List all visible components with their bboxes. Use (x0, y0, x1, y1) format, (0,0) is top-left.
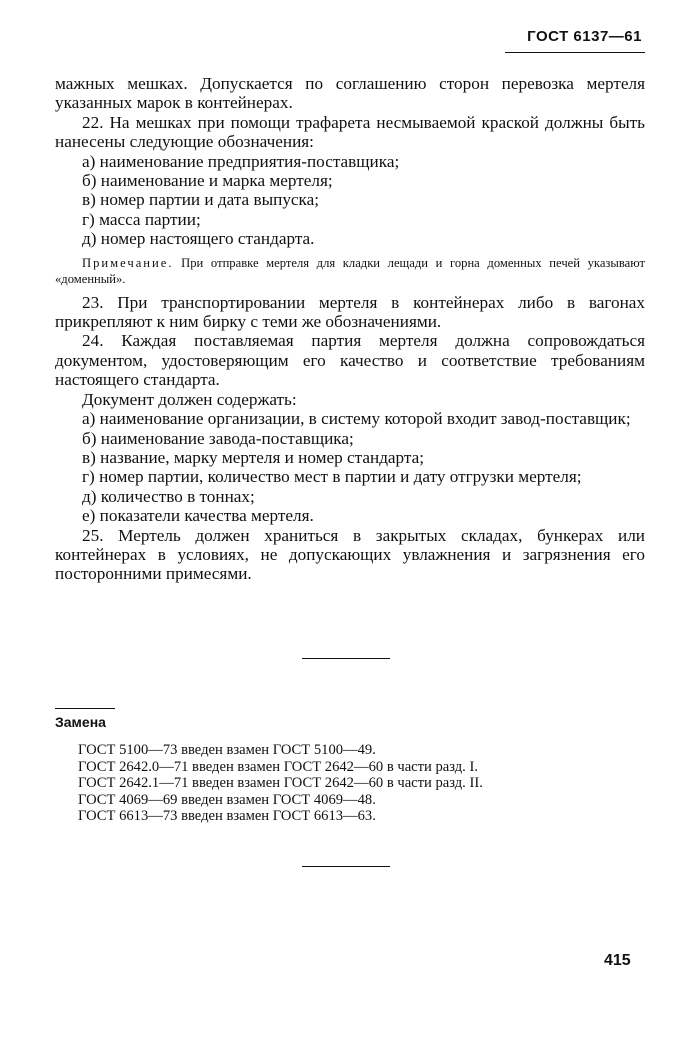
document-body (55, 74, 645, 584)
replacement-row: ГОСТ 4069—69 введен взамен ГОСТ 4069—48. (78, 791, 376, 808)
list-item: д) количество в тоннах; (82, 486, 255, 506)
paragraph-22: 22. На мешках при помощи трафарета несмываемой краской должны быть нанесены следующие обозначения: (55, 112, 645, 152)
note-label: Примечание. (82, 255, 174, 270)
list-item: б) наименование и марка мертеля; (82, 171, 333, 191)
page-number: 415 (604, 952, 631, 969)
list-item: г) масса партии; (82, 209, 201, 229)
list-item: в) номер партии и дата выпуска; (82, 190, 320, 210)
section-divider (302, 658, 390, 659)
paragraph-23: 23. При транспортировании мертеля в контейнерах либо в вагонах прикрепляют к ним бирку с теми же обозначениями. (55, 292, 645, 332)
replacement-row: ГОСТ 6613—73 введен взамен ГОСТ 6613—63. (78, 808, 376, 824)
list-item: в) название, марку мертеля и номер стандарта; (82, 447, 425, 467)
note (55, 255, 645, 287)
header-rule (505, 52, 645, 53)
list-item: е) показатели качества мертеля. (82, 506, 314, 526)
replacements-list (78, 742, 598, 825)
end-divider (302, 866, 390, 867)
replacement-row: ГОСТ 2642.0—71 введен взамен ГОСТ 2642—60 в части разд. I. (78, 758, 478, 775)
paragraph-24: 24. Каждая поставляемая партия мертеля должна сопровождаться документом, удостоверяющим его качество и соответствие требованиям настоящего стандарта. (55, 331, 645, 390)
list-item: б) наименование завода-поставщика; (82, 428, 354, 448)
list-item: г) номер партии, количество мест в партии и дату отгрузки мертеля; (82, 467, 582, 487)
paragraph-25: 25. Мертель должен храниться в закрытых складах, бункерах или контейнерах в условиях, не допускающих увлажнения и загрязнения его посторонними примесями. (55, 525, 645, 584)
list-item: а) наименование предприятия-поставщика; (82, 151, 400, 171)
replacement-row: ГОСТ 2642.1—71 введен взамен ГОСТ 2642—60 в части разд. II. (78, 775, 483, 791)
list-item: а) наименование организации, в систему которой входит завод-поставщик; (82, 409, 631, 429)
standard-header: ГОСТ 6137—61 (527, 28, 642, 45)
replacements-title: Замена (55, 708, 115, 730)
paragraph-24-intro: Документ должен содержать: (82, 389, 297, 409)
note-text: При отправке мертеля для кладки лещади и горна доменных печей указывают «доменный». (55, 255, 645, 286)
paragraph-continuation: мажных мешках. Допускается по соглашению сторон перевозка мертеля указанных марок в контейнерах. (55, 74, 645, 113)
list-item: д) номер настоящего стандарта. (82, 229, 315, 249)
replacement-row: ГОСТ 5100—73 введен взамен ГОСТ 5100—49. (78, 742, 376, 758)
